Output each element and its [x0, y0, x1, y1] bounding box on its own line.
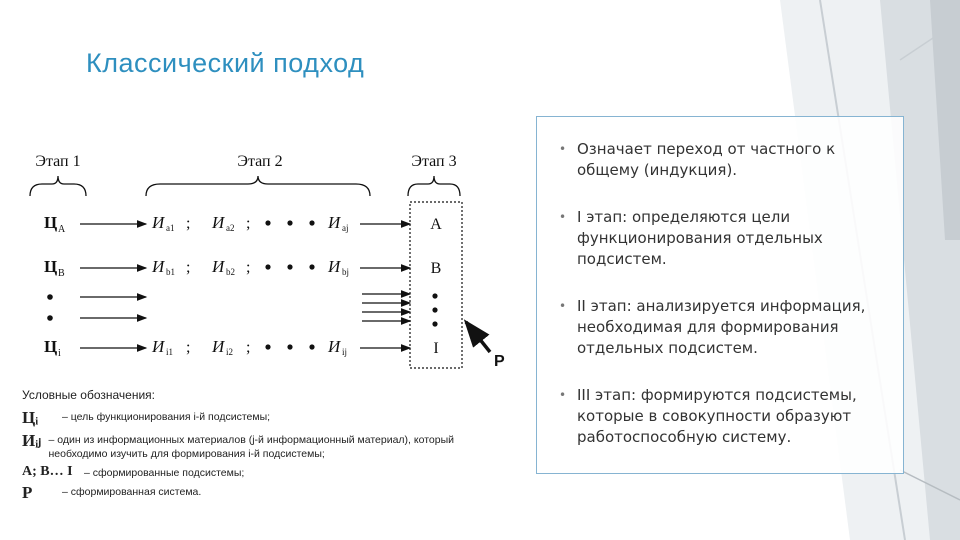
stage-1-label: Этап 1 — [35, 153, 81, 170]
info-a1-subscript: a1 — [166, 223, 175, 233]
bullet-list — [537, 117, 903, 448]
info-a2-subscript: a2 — [226, 223, 235, 233]
ellipsis-dot — [287, 264, 292, 269]
legend-text: – цель функционирования i-й подсистемы; — [62, 411, 271, 423]
legend-symbol: Иᵢⱼ — [22, 431, 42, 450]
separator: ; — [246, 215, 251, 232]
slide-title: Классический подход — [86, 48, 365, 78]
legend-symbol: Цᵢ — [22, 408, 39, 427]
info-ij-subscript: ij — [342, 347, 348, 357]
ellipsis-dot — [265, 264, 270, 269]
legend-text: – сформированная система. — [62, 486, 202, 498]
info-bj-symbol: И — [328, 257, 341, 276]
goal-a-symbol: Ц — [44, 213, 58, 232]
goal-a-subscript: A — [58, 224, 66, 235]
bullet-icon: • — [559, 388, 567, 402]
bullet-icon: • — [559, 210, 567, 224]
bullet-icon: • — [559, 299, 567, 313]
info-aj-subscript: aj — [342, 223, 349, 233]
bullet-item — [559, 296, 893, 359]
legend-row — [22, 483, 502, 503]
legend — [22, 388, 502, 506]
legend-symbol: А; В… I — [22, 464, 73, 479]
subsystem-i: I — [433, 340, 439, 357]
description-box — [536, 116, 904, 474]
ellipsis-dot — [265, 344, 270, 349]
info-bj-subscript: bj — [342, 267, 350, 277]
ellipsis-dot — [309, 220, 314, 225]
ellipsis-dot — [47, 294, 53, 300]
info-b2-symbol: И — [212, 257, 225, 276]
bullet-text: II этап: анализируется информация, необходимая для формирования отдельных подсистем. — [577, 297, 866, 357]
subsystem-b: B — [430, 260, 442, 277]
bullet-text: III этап: формируются подсистемы, которые в совокупности образуют работоспособную систему. — [577, 386, 857, 446]
legend-text: – сформированные подсистемы; — [84, 467, 245, 479]
ellipsis-dot — [432, 293, 437, 298]
legend-heading: Условные обозначения: — [22, 388, 155, 402]
ellipsis-dot — [287, 220, 292, 225]
ellipsis-dot — [287, 344, 292, 349]
info-b1-symbol: И — [152, 257, 165, 276]
goal-b-symbol: Ц — [44, 257, 58, 276]
ellipsis-dot — [432, 307, 437, 312]
bullet-text: Означает переход от частного к общему (индукция). — [577, 140, 836, 179]
goal-b-subscript: B — [58, 268, 65, 279]
info-b2-subscript: b2 — [226, 267, 235, 277]
separator: ; — [246, 259, 251, 276]
ellipsis-dot — [309, 264, 314, 269]
legend-text: – один из информационных материалов (j-й информационный материал), который необходимо изучить для формирования i-й подсистемы; — [48, 434, 454, 460]
goal-i-symbol: Ц — [44, 337, 58, 356]
ellipsis-dot — [265, 220, 270, 225]
ellipsis-dot — [432, 321, 437, 326]
separator: ; — [186, 339, 191, 356]
legend-row — [22, 408, 502, 428]
subsystem-a: A — [430, 216, 442, 233]
goal-i-subscript: i — [58, 348, 61, 359]
bullet-text: I этап: определяются цели функционирования отдельных подсистем. — [577, 208, 823, 268]
stage-3-label: Этап 3 — [411, 153, 457, 170]
info-i2-symbol: И — [212, 337, 225, 356]
system-arrow — [466, 322, 490, 352]
legend-row — [22, 464, 502, 480]
info-a2-symbol: И — [212, 213, 225, 232]
separator: ; — [186, 259, 191, 276]
stage-3-brace — [408, 176, 460, 196]
stage-1-brace — [30, 176, 86, 196]
bullet-item — [559, 385, 893, 448]
bullet-item — [559, 207, 893, 270]
info-a1-symbol: И — [152, 213, 165, 232]
info-i2-subscript: i2 — [226, 347, 234, 357]
legend-row — [22, 431, 502, 461]
info-aj-symbol: И — [328, 213, 341, 232]
legend-symbol: Р — [22, 483, 33, 502]
info-ij-symbol: И — [328, 337, 341, 356]
separator: ; — [186, 215, 191, 232]
info-b1-subscript: b1 — [166, 267, 175, 277]
separator: ; — [246, 339, 251, 356]
ellipsis-dot — [309, 344, 314, 349]
ellipsis-dot — [47, 315, 53, 321]
stage-2-label: Этап 2 — [237, 153, 283, 170]
info-i1-subscript: i1 — [166, 347, 174, 357]
bullet-item — [559, 139, 893, 181]
bullet-icon: • — [559, 142, 567, 156]
system-label: P — [494, 353, 505, 370]
stage-2-brace — [146, 176, 370, 196]
info-i1-symbol: И — [152, 337, 165, 356]
